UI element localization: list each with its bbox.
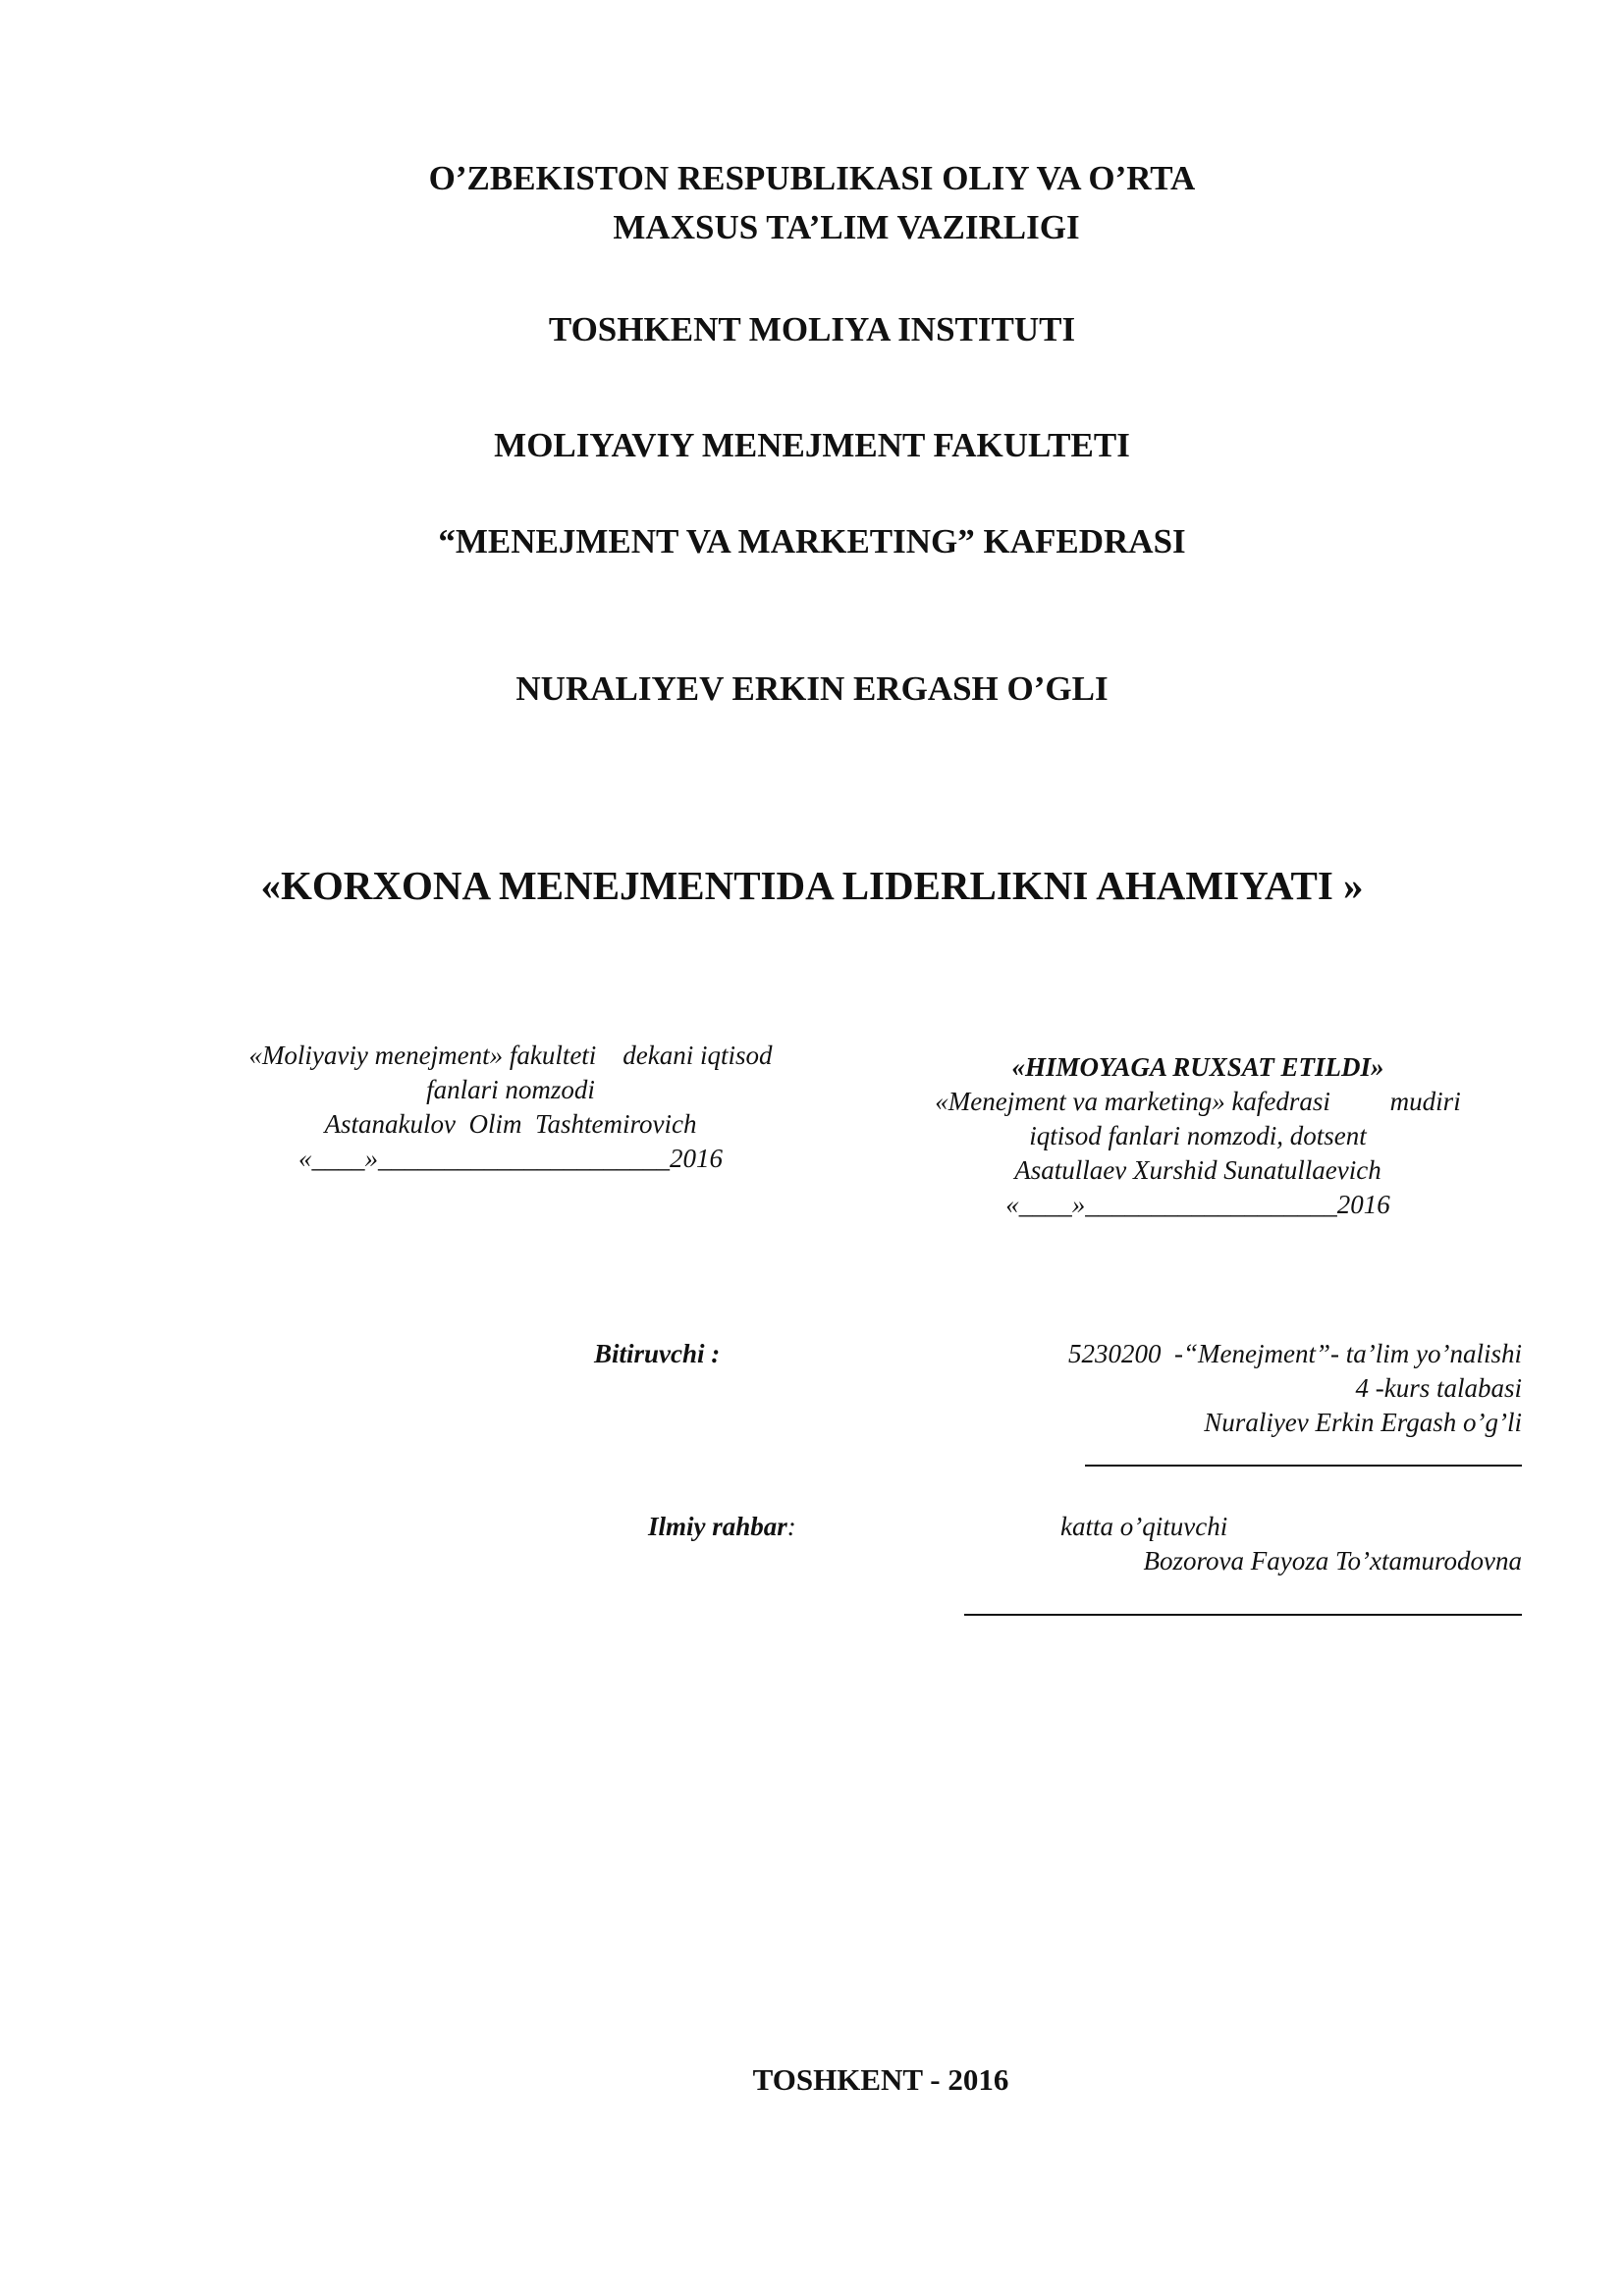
graduate-line-2: 4 -kurs talabasi: [1355, 1373, 1522, 1403]
approval-signature-date: «____»___________________2016: [1005, 1190, 1390, 1219]
dean-block: [177, 1039, 844, 1176]
institute-name: TOSHKENT MOLIYA INSTITUTI: [548, 310, 1076, 348]
supervisor-line-2: Bozorova Fayoza To’xtamurodovna: [1143, 1546, 1522, 1575]
graduate-details: [884, 1337, 1522, 1440]
supervisor-label-colon: :: [786, 1512, 796, 1541]
ministry-line-1: O’ZBEKISTON RESPUBLIKASI OLIY VA O’RTA: [428, 159, 1196, 197]
approval-line-2: iqtisod fanlari nomzodi, dotsent: [1029, 1121, 1367, 1150]
dean-signature-date: «____»______________________2016: [298, 1144, 723, 1173]
supervisor-line-1: katta o’qituvchi: [1060, 1512, 1228, 1541]
supervisor-name: [884, 1544, 1522, 1578]
graduate-line-3: Nuraliyev Erkin Ergash o’g’li: [1204, 1408, 1522, 1437]
footer-place-year: TOSHKENT - 2016: [752, 2062, 1009, 2097]
approval-block: [864, 1050, 1532, 1222]
supervisor-label: [648, 1510, 796, 1544]
faculty-name: MOLIYAVIY MENEJMENT FAKULTETI: [494, 426, 1130, 464]
approval-heading: «HIMOYAGA RUXSAT ETILDI»: [1011, 1052, 1384, 1082]
ministry-line-2: MAXSUS TA’LIM VAZIRLIGI: [613, 208, 1080, 246]
dean-line-2: fanlari nomzodi: [426, 1075, 595, 1104]
dean-line-1: «Moliyaviy menejment» fakulteti dekani iqtisod: [248, 1041, 773, 1070]
graduate-signature-line: [1085, 1465, 1522, 1467]
graduate-label: Bitiruvchi :: [594, 1339, 721, 1368]
supervisor-label-text: Ilmiy rahbar: [648, 1512, 787, 1541]
thesis-title: «KORXONA MENEJMENTIDA LIDERLIKNI AHAMIYATI »: [260, 863, 1364, 908]
author-name: NURALIYEV ERKIN ERGASH O’GLI: [515, 669, 1109, 708]
dean-line-3: Astanakulov Olim Tashtemirovich: [324, 1109, 697, 1139]
graduate-line-1: 5230200 -“Menejment”- ta’lim yo’nalishi: [1068, 1339, 1522, 1368]
approval-line-3: Asatullaev Xurshid Sunatullaevich: [1014, 1155, 1381, 1185]
supervisor-title: [1060, 1510, 1227, 1544]
supervisor-signature-line: [964, 1614, 1522, 1616]
department-name: “MENEJMENT VA MARKETING” KAFEDRASI: [438, 522, 1186, 561]
approval-line-1: «Menejment va marketing» kafedrasi mudiri: [935, 1087, 1461, 1116]
